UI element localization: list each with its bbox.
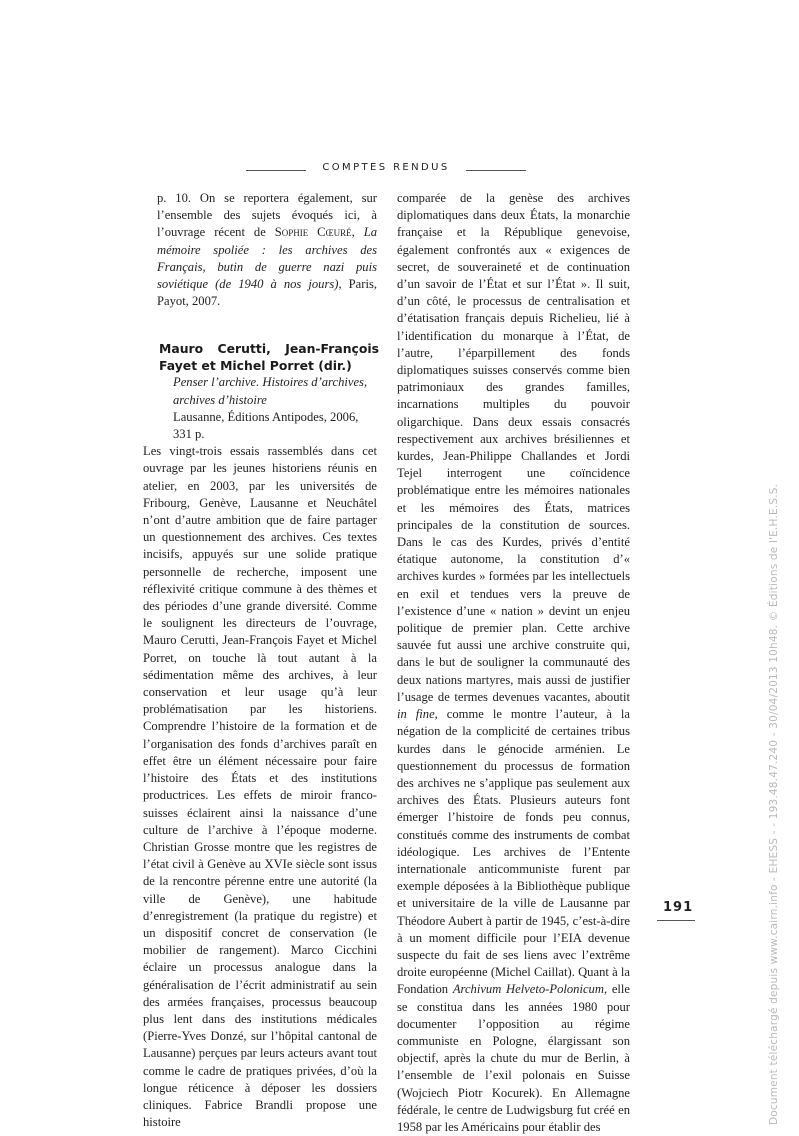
review-body-left: Les vingt-trois essais rassemblés dans cet ouvrage par les jeunes historiens réunis en atelier, en 2003, par les universités de Fribourg, Genève, Lausanne et Neuchâtel n’ont d’autre ambition que de faire partager un questionnement des archives. Ces textes incisifs, appuyés sur une solide pratique personnelle de recherche, imposent une réflexivité critique commune à des thèmes et des périodes d’une grande diversité. Comme le soulignent les directeurs de l’ouvrage, Mauro Cerutti, Jean-François Fayet et Michel Porret, on touche là tout autant à la sédimentation même des archives, à leur conservation et leur usage qu’à leur problématisation par les historiens. Comprendre l’histoire de la formation et de l’organisation des fonds d’archives paraît en effet être un élément nécessaire pour faire l’histoire des États et des institutions productrices. Les effets de miroir franco-suisses éclairent ainsi la naissance d’une culture de l’archive à l’époque moderne. Christian Grosse montre que les registres de l’état civil à Genève au XVIe siècle sont issus de la rencontre pérenne entre une autorité (la ville de Genève), une habitude d’enregistrement (la pratique du registre) et un dispositif concret de conservation (le mobilier de rangement). Marco Cicchini éclaire un processus analogue dans la généralisation de l’écrit administratif au sein des armées françaises, processus beaucoup plus lent dans des institutions médicales (Pierre-Yves Donzé, sur l’hôpital cantonal de Lausanne) perçues par leurs acteurs avant tout comme le cadre de pratiques privées, d’où la longue réticence à déposer les dossiers cliniques. Fabrice Brandli propose une histoire xyxy=(143,444,377,1130)
intro-book-title: La mémoire spoliée : les archives des Français, butin de guerre nazi puis soviétique (de 1940 à nos jours) xyxy=(157,225,377,292)
section-title: COMPTES RENDUS xyxy=(322,162,450,173)
download-watermark: Document téléchargé depuis www.cairn.info - EHESS - - 193.48.47.240 - 30/04/2013 10h48. © Éditions de l'E.H.E.S.S. xyxy=(768,483,780,1125)
page-number: 191 xyxy=(663,900,693,915)
review-body-right: comparée de la genèse des archives diplomatiques dans deux États, la monarchie française et la République genevoise, également confrontés aux « exigences de secret, de souveraineté et de continuation d’un savoir de l’État et sur l’État ». Il suit, d’un côté, le processus de centralisation et d’étatisation français depuis Richelieu, lié à l’identification du monarque à l’État, de l’autre, l’éparpillement des fonds diplomatiques suisses conservés comme bien patrimoniaux des grandes familles, incarnations multiples du pouvoir oligarchique. Dans deux essais consacrés respectivement aux archives brésiliennes et kurdes, Jean-Philippe Challandes et Jordi Tejel interrogent une coïncidence problématique entre les mémoires nationales et les mémoires des États, matrices principales de la constitution de sources. Dans le cas des Kurdes, privés d’entité étatique autonome, la constitution d’« archives kurdes » formées par les intellectuels en exil et tendues vers la preuve de l’existence d’une « nation » devint un enjeu politique de premier plan. Cette archive sauvée fut aussi une archive construite qui, dans le but de souligner la communauté des deux nations martyres, mais aussi de justifier l’usage de termes devenues vacantes, aboutit in fine, comme le montre l’auteur, à la négation de la complicité de certaines tribus kurdes dans le génocide arménien. Le questionnement du processus de formation des archives ne s’applique pas seulement aux archives des États. Plusieurs auteurs font émerger l’histoire de fonds peu connus, constitués comme des instruments de combat idéologique. Les archives de l’Entente internationale anticommuniste furent par exemple déposées à la Bibliothèque publique et universitaire de la ville de Lausanne par Théodore Aubert à partir de 1945, c’est-à-dire à un moment difficile pour l’EIA devenue suspecte du fait de ses liens avec l’extrême droite européenne (Michel Caillat). Quant à la Fondation Archivum Helveto-Polonicum, elle se constitua dans les années 1980 pour documenter l’opposition au régime communiste en Pologne, élargissant son objectif, après la chute du mur de Berlin, à l’ensemble de l’exil polonais en Suisse (Wojciech Piotr Kocurek). En Allemagne fédérale, le centre de Ludwigsburg fut créé en 1958 par les Américains pour établir des xyxy=(397,191,631,1134)
page-number-rule xyxy=(657,920,695,921)
book-title: Penser l’archive. Histoires d’archives, archives d’histoire xyxy=(173,375,368,407)
book-pages: 331 p. xyxy=(173,427,205,442)
intro-author: Sophie Cœuré xyxy=(274,225,352,240)
header-rule-left xyxy=(246,170,306,171)
intro-text: p. 10. On se reportera également, sur l’ensemble des sujets évoqués ici, à l’ouvrage récent de xyxy=(157,191,377,240)
foundation-name: Archivum Helveto-Polonicum xyxy=(452,982,604,997)
book-reference xyxy=(143,340,377,443)
book-authors: Mauro Cerutti, Jean-François Fayet et Michel Porret (dir.) xyxy=(159,341,379,374)
header-rule-right xyxy=(466,170,526,171)
left-column xyxy=(143,190,377,1131)
in-fine: in fine xyxy=(397,707,435,722)
running-header xyxy=(0,160,799,180)
right-column xyxy=(397,190,630,1136)
book-publisher: Lausanne, Éditions Antipodes, 2006, xyxy=(173,409,359,424)
footnote-continuation: p. 10. On se reportera également, sur l’ensemble des sujets évoqués ici, à l’ouvrage récent de Sophie Cœuré, La mémoire spoliée : les archives des Français, butin de guerre nazi puis soviétique (de 1940 à nos jours), Paris, Payot, 2007. xyxy=(157,191,377,309)
